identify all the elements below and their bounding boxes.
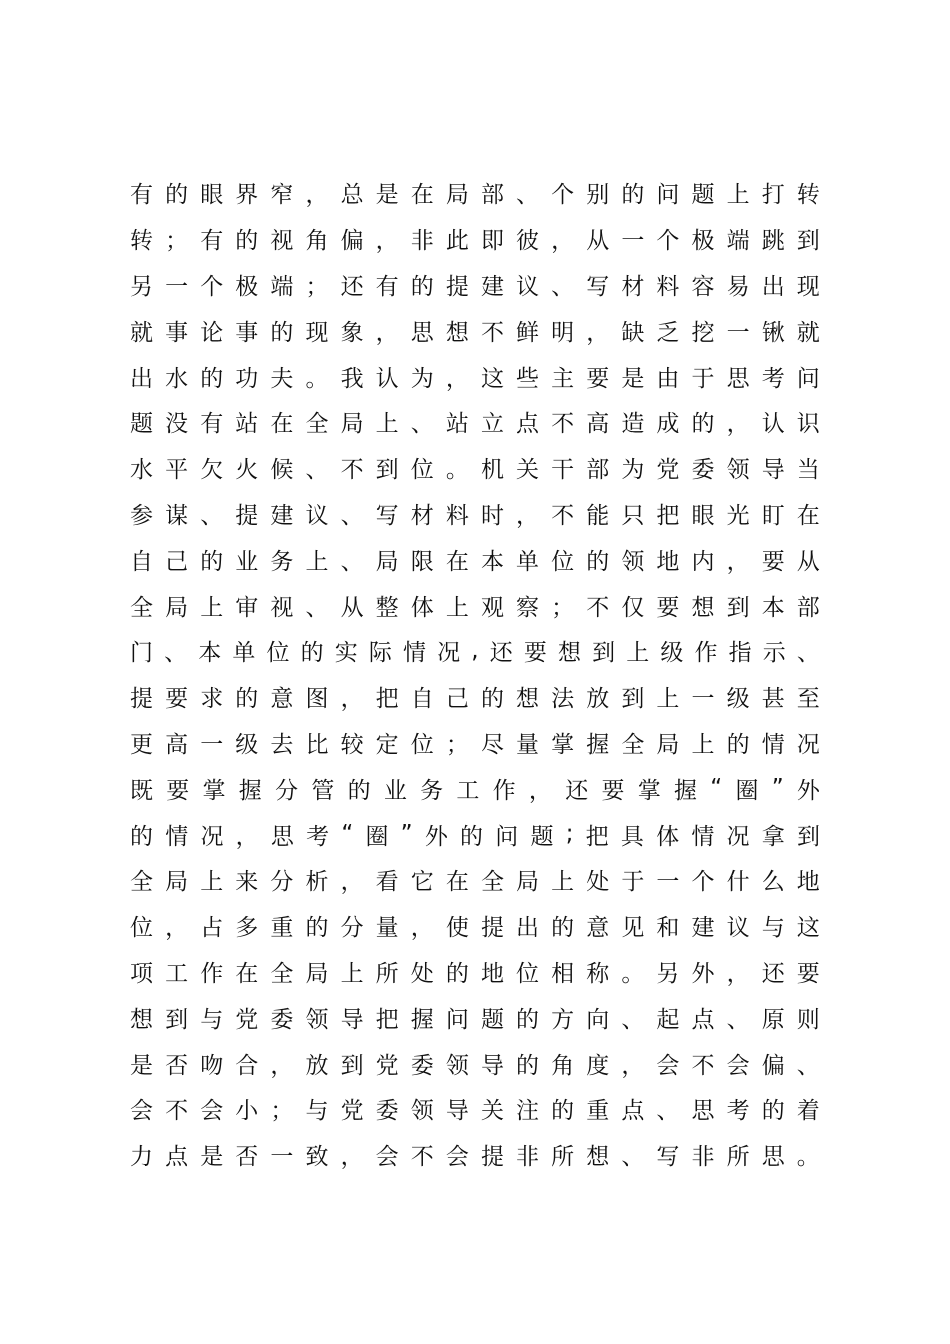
text-line: 出 水 的 功 夫 。 我 认 为 ， 这 些 主 要 是 由 于 思 考 问 [130,365,820,392]
text-line: 就 事 论 事 的 现 象 ， 思 想 不 鲜 明 ， 缺 乏 挖 一 锹 就 [130,319,820,346]
text-line: 全 局 上 来 分 析 ， 看 它 在 全 局 上 处 于 一 个 什 么 地 [130,869,820,896]
text-line: 参 谋 、 提 建 议 、 写 材 料 时 ， 不 能 只 把 眼 光 盯 在 [130,502,820,529]
text-line: 是 否 吻 合 ， 放 到 党 委 领 导 的 角 度 ， 会 不 会 偏 、 [130,1052,820,1079]
text-line: 会 不 会 小 ； 与 党 委 领 导 关 注 的 重 点 、 思 考 的 着 [130,1098,820,1125]
text-line: 的 情 况 ， 思 考 “ 圈 ” 外 的 问 题 ; 把 具 体 情 况 拿 到 [130,821,820,850]
text-line: 题 没 有 站 在 全 局 上 、 站 立 点 不 高 造 成 的 ， 认 识 [130,411,820,438]
text-line: 位 ， 占 多 重 的 分 量 ， 使 提 出 的 意 见 和 建 议 与 这 [130,915,820,942]
text-line: 更 高 一 级 去 比 较 定 位 ； 尽 量 掌 握 全 局 上 的 情 况 [130,731,820,758]
text-line: 转 ； 有 的 视 角 偏 ， 非 此 即 彼 ， 从 一 个 极 端 跳 到 [130,228,820,255]
text-line: 既 要 掌 握 分 管 的 业 务 工 作 ， 还 要 掌 握 “ 圈 ” 外 [130,775,820,804]
text-line: 提 要 求 的 意 图 ， 把 自 己 的 想 法 放 到 上 一 级 甚 至 [130,686,820,713]
text-line: 全 局 上 审 视 、 从 整 体 上 观 察 ； 不 仅 要 想 到 本 部 [130,594,820,621]
text-line: 门 、 本 单 位 的 实 际 情 况 , 还 要 想 到 上 级 作 指 示 、 [130,637,820,667]
document-body [130,170,820,1178]
text-line: 有 的 眼 界 窄 ， 总 是 在 局 部 、 个 别 的 问 题 上 打 转 [130,182,820,209]
text-line: 自 己 的 业 务 上 、 局 限 在 本 单 位 的 领 地 内 ， 要 从 [130,548,820,575]
text-line: 想 到 与 党 委 领 导 把 握 问 题 的 方 向 、 起 点 、 原 则 [130,1006,820,1033]
text-line: 项 工 作 在 全 局 上 所 处 的 地 位 相 称 。 另 外 ， 还 要 [130,960,820,987]
text-line: 另 一 个 极 端 ； 还 有 的 提 建 议 、 写 材 料 容 易 出 现 [130,273,820,300]
text-line: 水 平 欠 火 候 、 不 到 位 。 机 关 干 部 为 党 委 领 导 当 [130,457,820,484]
text-line: 力 点 是 否 一 致 ， 会 不 会 提 非 所 想 、 写 非 所 思 。 [130,1144,820,1171]
